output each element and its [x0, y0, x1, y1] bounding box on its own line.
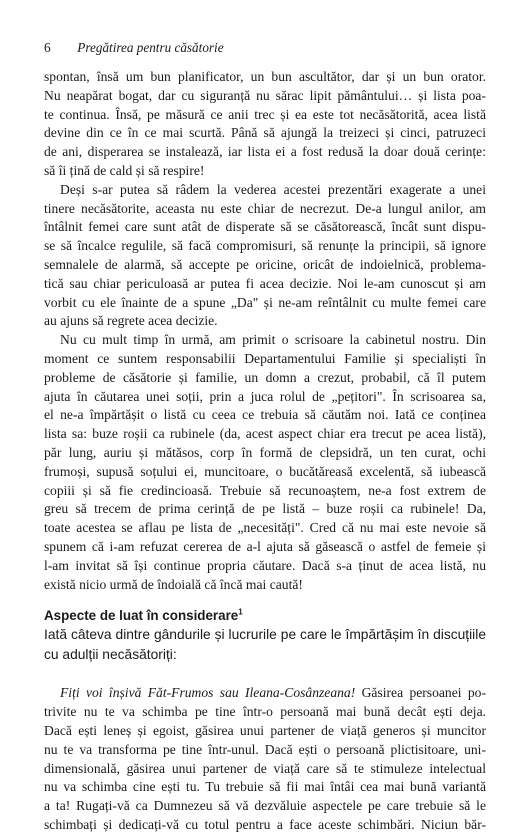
italic-lead: Fiți voi înșivă Făt-Frumos sau Ileana-Cosânzeana! — [60, 685, 356, 701]
text-line: se să încalce regulile, să facă compromisuri, să renunțe la principii, să ignore — [44, 238, 486, 254]
text-line: Deși s-ar putea să râdem la vederea acestei prezentări exagerate a unei — [60, 181, 486, 197]
paragraph-4 — [44, 684, 486, 834]
text-line: greu să trecem de prima cerință de pe listă – buze roșii ca rubinele! Da, — [44, 501, 486, 517]
section-heading — [44, 606, 486, 625]
section-lead — [44, 625, 486, 664]
lead-line-rest: Găsirea persoanei po- — [355, 685, 486, 701]
text-line: Nu cu mult timp în urmă, am primit o scrisoare la cabinetul nostru. Din — [60, 332, 486, 348]
text-line: Nu neapărat bogat, dar cu siguranță nu sărac lipit pământului… și lista poa- — [44, 87, 486, 103]
text-line: nu te va transforma pe tine într-unul. Dacă ești o persoană plictisitoare, uni- — [44, 741, 486, 757]
footnote-marker: 1 — [238, 607, 243, 617]
text-line: vorbit cu ele înainte de a spune „Da" și ne-am reîntâlnit cu multe femei care — [44, 294, 486, 310]
text-line: probleme de căsătorie și familie, un domn a crezut, probabil, că îl putem — [44, 369, 486, 385]
text-line: a ta! Rugați-vă ca Dumnezeu să vă dezvăluie aspectele pe care trebuie să le — [44, 798, 486, 814]
paragraph-1 — [44, 68, 486, 181]
text-line: să îi țină de cald și să respire! — [44, 162, 205, 178]
page-body — [44, 68, 486, 835]
section-heading-text: Aspecte de luat în considerare — [44, 608, 239, 624]
text-line: ajuta în căutarea unei soții, prin a juca rolul de „pețitori". În scrisoarea sa, — [44, 388, 486, 404]
text-line: tică sau chiar periculoasă ar putea fi acea decizie. Noi le-am cunoscut și am — [44, 275, 486, 291]
text-line: Iată câteva dintre gândurile și lucrurile pe care le împărtășim în discuțiile — [44, 627, 486, 643]
text-line: spunem că i-am refuzat cererea de a-l ajuta să găsească o astfel de femeie și — [44, 538, 486, 554]
text-line: moment ce suntem responsabilii Departamentului Familie și specialiști în — [44, 350, 486, 366]
text-line: te continua. Însă, pe măsură ce anii trec și ea este tot necăsătorită, acea listă — [44, 106, 486, 122]
text-line: există nicio urmă de îndoială că încă mai caută! — [44, 576, 303, 592]
text-line: tinere necăsătorite, aceasta nu este chiar de necrezut. De-a lungul anilor, am — [44, 200, 486, 216]
running-header — [44, 40, 224, 56]
text-line: păr lung, auriu și mătăsos, corp în formă de clepsidră, un ten curat, ochi — [44, 444, 486, 460]
text-line: spontan, însă um bun planificator, un bun ascultător, dar și un bun orator. — [44, 69, 486, 84]
text-line: cu adulții necăsătoriți: — [44, 646, 177, 662]
text-line: întâlnit femei care sunt atât de disperate să se căsătorească, încât sunt dispu- — [44, 219, 486, 235]
text-line: de ani, disperarea se instalează, iar lista ei a fost redusă la doar două cerințe: — [44, 144, 486, 160]
text-line: lista sa: buze roșii ca rubinele (da, acest aspect chiar era trecut pe acea listă), — [44, 426, 486, 442]
text-line: Dacă ești leneș și egoist, găsirea unui partener de viață generos și muncitor — [44, 722, 486, 738]
text-line: au ajuns să regrete acea decizie. — [44, 313, 218, 329]
text-line: toate acestea se aflau pe lista de „necesități". Cred că nu mai este nevoie să — [44, 520, 486, 536]
running-title: Pregătirea pentru căsătorie — [77, 40, 224, 55]
text-line: schimbați și dedicați-vă cu totul pentru a face aceste schimbări. Niciun băr- — [44, 816, 486, 832]
text-line: trivite nu te va schimba pe tine într-o persoană mai bună decât ești deja. — [44, 704, 486, 720]
paragraph-3 — [44, 331, 486, 594]
text-line: semnalele de alarmă, să accepte pe oricine, oricât de indoielnică, problema- — [44, 256, 486, 272]
text-line: l-am invitat să își continue propria căutare. Dacă s-a ținut de acea listă, nu — [44, 557, 486, 573]
paragraph-2 — [44, 181, 486, 331]
text-line: frumoși, supusă soțului ei, muncitoare, o bucătăreasă excelentă, să iubească — [44, 463, 486, 479]
text-line: dimensională, găsirea unui partener de viață care să te stimuleze intelectual — [44, 760, 486, 776]
text-line: copiii și să fie credincioasă. Trebuie să recunoaștem, ne-a fost extrem de — [44, 482, 486, 498]
text-line: el ne-a împărtășit o listă cu ceea ce trebuia să căutăm noi. Iată ce conținea — [44, 407, 486, 423]
page-number: 6 — [44, 40, 51, 55]
text-line: nu va schimba cine ești tu. Tu trebuie să fii mai întâi cea mai bună variantă — [44, 779, 486, 795]
text-line — [44, 684, 486, 703]
text-line: devine din ce în ce mai scurtă. Până să ajungă la treizeci și cinci, patruzeci — [44, 125, 486, 141]
